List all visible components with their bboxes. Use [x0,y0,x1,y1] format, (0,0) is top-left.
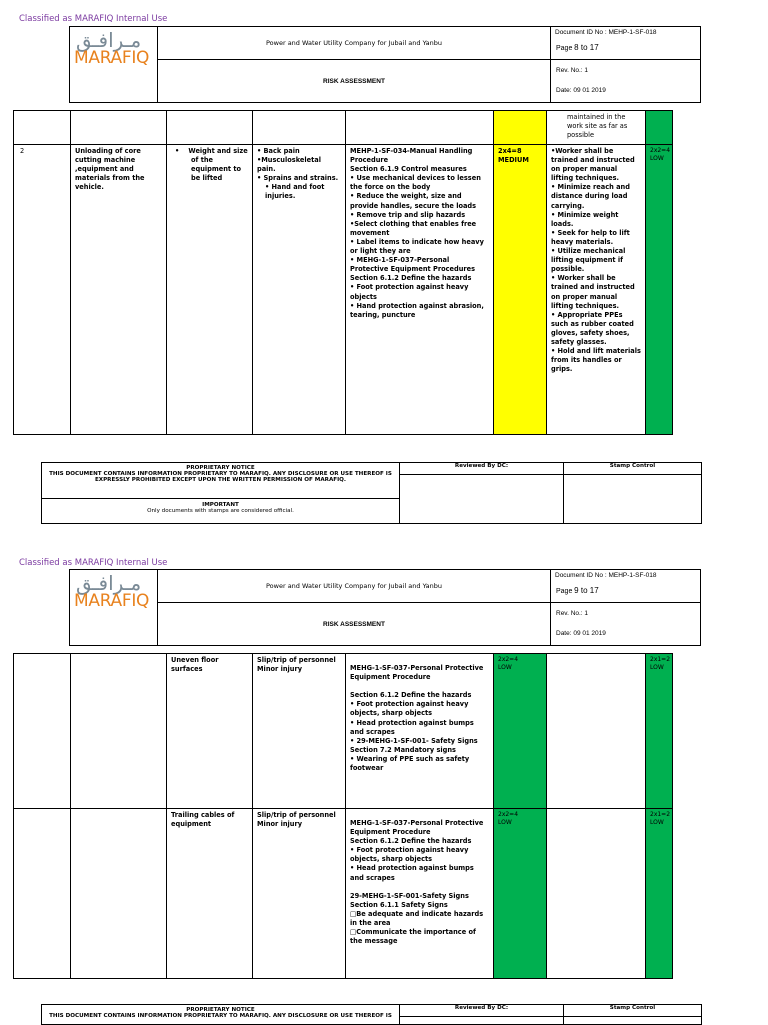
company-name: Power and Water Utility Company for Jubail and Yanbu [158,27,551,60]
residual-risk-low: 2x1=2 LOW [646,809,673,979]
activity-cell: Unloading of core cutting machine ,equipment and materials from the vehicle. [71,145,167,435]
document-date: Date: 09 01 2019 [556,630,606,637]
document-id: Document ID No : MEHP-1-SF-018 [551,570,701,603]
classification-label: Classified as MARAFIQ Internal Use [19,558,168,568]
hazard-cell: Uneven floor surfaces [167,654,253,809]
risk-table-page-8 [13,110,673,435]
hazard-cell: Trailing cables of equipment [167,809,253,979]
effects-cell: Slip/trip of personnel Minor injury [253,809,346,979]
risk-table-page-9 [13,653,673,979]
table-row [14,111,673,145]
residual-risk-low: 2x1=2 LOW [646,654,673,809]
logo-arabic-text: مـرافـق [76,571,142,595]
classification-label: Classified as MARAFIQ Internal Use [19,14,168,24]
document-id: Document ID No : MEHP-1-SF-018 [551,27,701,60]
revision-number: Rev. No.: 1 [556,67,589,74]
carry-over-text: maintained in the work site as far as possible [547,111,646,145]
logo-english-text: MARAFIQ [74,591,150,611]
controls-cell: MEHG-1-SF-037-Personal Protective Equipment Procedure Section 6.1.2 Define the hazards • Foot protection against heavy objects, sharp objects • Head protection against bumps and scrapes 29-MEHG-1-SF-001-Safety Signs Section 6.1.1 Safety Signs □Be adequate and indicate hazards in the area □Communicate the importance of the message [346,809,494,979]
additional-controls-cell: •Worker shall be trained and instructed on proper manual lifting techniques. • Minimize reach and distance during load carrying. • Minimize weight loads. • Seek for help to lift heavy materials. • Utilize mechanical lifting equipment if possible. • Worker shall be trained and instructed on proper manual lifting techniques. • Appropriate PPEs such as rubber coated gloves, safety shoes, safety glasses. • Hold and lift materials from its handles or grips. [547,145,646,435]
controls-cell: MEHG-1-SF-037-Personal Protective Equipment Procedure Section 6.1.2 Define the hazards • Foot protection against heavy objects, sharp objects • Head protection against bumps and scrapes • 29-MEHG-1-SF-001- Safety Signs Section 7.2 Mandatory signs • Wearing of PPE such as safety footwear [346,654,494,809]
effects-cell: Slip/trip of personnel Minor injury [253,654,346,809]
controls-cell: MEHP-1-SF-034-Manual Handling Procedure Section 6.1.9 Control measures • Use mechanical devices to lessen the force on the body • Reduce the weight, size and provide handles, secure the loads • Remove trip and slip hazards •Select clothing that enables free movement • Label items to indicate how heavy or light they are • MEHG-1-SF-037-Personal Protective Equipment Procedures Section 6.1.2 Define the hazards • Foot protection against heavy objects • Hand protection against abrasion, tearing, puncture [346,145,494,435]
proprietary-notice: PROPRIETARY NOTICE THIS DOCUMENT CONTAINS INFORMATION PROPRIETARY TO MARAFIQ. ANY DISCLOSURE OR USE THEREOF IS EXPRESSLY PROHIBITED EXCEPT UPON THE WRITTEN PERMISSION OF MARAFIQ. [42,463,400,499]
risk-rating-low: 2x2=4 LOW [494,809,547,979]
logo-arabic-text: مـرافـق [76,28,142,52]
company-logo [70,570,158,646]
company-logo [70,27,158,103]
proprietary-notice: PROPRIETARY NOTICE THIS DOCUMENT CONTAINS INFORMATION PROPRIETARY TO MARAFIQ. ANY DISCLOSURE OR USE THEREOF IS [42,1005,400,1025]
residual-risk-low: 2x2=4 LOW [646,145,673,435]
page-number: Page 8 to 17 [556,43,599,52]
proprietary-footer [41,1004,702,1025]
row-number: 2 [14,145,71,435]
document-title: RISK ASSESSMENT [158,60,551,103]
logo-english-text: MARAFIQ [74,48,150,68]
table-row [14,809,673,979]
revision-number: Rev. No.: 1 [556,610,589,617]
stamp-control-cell: Stamp Control [564,1005,702,1025]
reviewed-by-cell: Reviewed By DC: [400,463,564,524]
risk-rating-medium: 2x4=8 MEDIUM [494,145,547,435]
stamp-control-cell: Stamp Control [564,463,702,524]
table-row [14,145,673,435]
document-header [69,26,701,103]
hazard-cell: • Weight and size of the equipment to be lifted [167,145,253,435]
document-header [69,569,701,646]
document-date: Date: 09 01 2019 [556,87,606,94]
document-title: RISK ASSESSMENT [158,603,551,646]
page-number: Page 9 to 17 [556,586,599,595]
reviewed-by-cell: Reviewed By DC: [400,1005,564,1025]
document-meta [551,603,701,646]
company-name: Power and Water Utility Company for Jubail and Yanbu [158,570,551,603]
effects-cell: • Back pain •Musculoskeletal pain. • Sprains and strains. • Hand and foot injuries. [253,145,346,435]
document-meta [551,60,701,103]
risk-rating-low: 2x2=4 LOW [494,654,547,809]
table-row [14,654,673,809]
important-notice: IMPORTANT Only documents with stamps are considered official. [42,499,400,524]
proprietary-footer [41,462,702,524]
